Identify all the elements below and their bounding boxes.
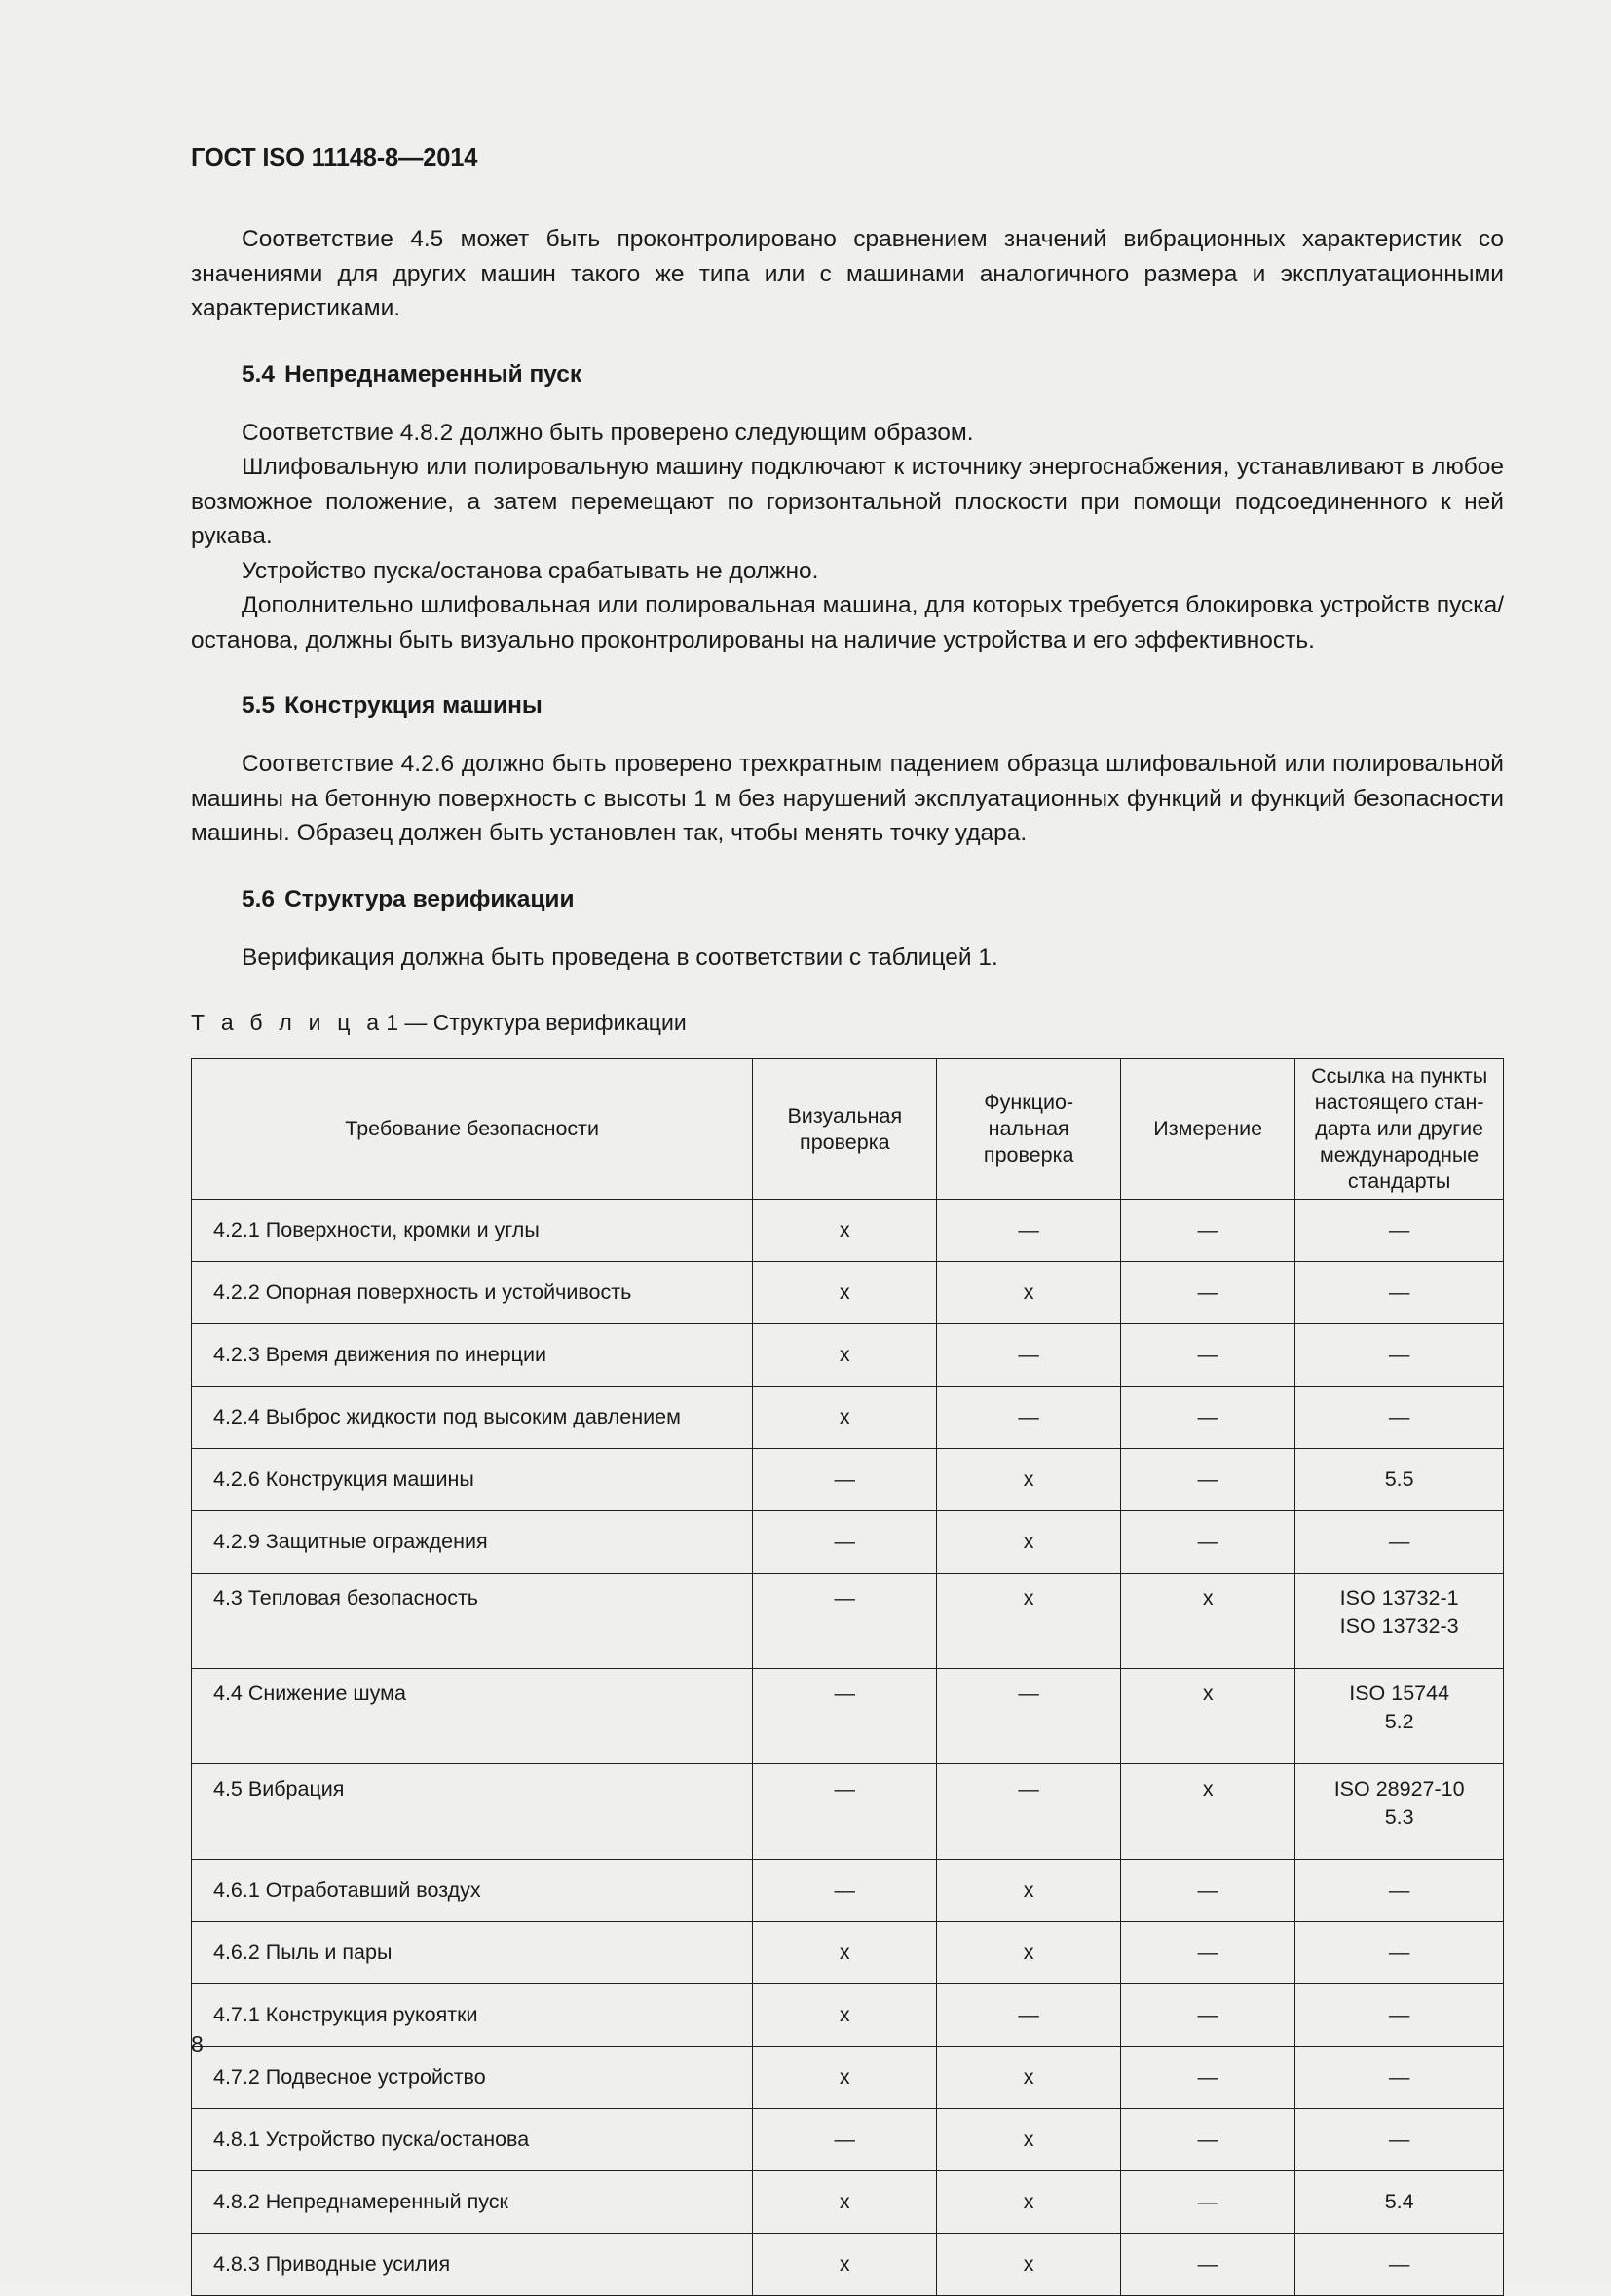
section-heading-5-4 — [191, 359, 1504, 390]
cell-measurement: — — [1121, 1511, 1295, 1574]
text-line: ISO 13732-1 — [1339, 1586, 1459, 1611]
cell-visual-check: — — [753, 1669, 937, 1764]
cell-visual-check: — — [753, 2109, 937, 2171]
table-row — [192, 1449, 1504, 1511]
table-row — [192, 1669, 1504, 1764]
text-line: 5.5 — [1384, 1467, 1414, 1492]
cell-functional-check: x — [937, 2234, 1121, 2296]
text-line: — — [1388, 1280, 1410, 1305]
cell-measurement: — — [1121, 1449, 1295, 1511]
cell-functional-check: — — [937, 1324, 1121, 1387]
text-line: Функцио- — [984, 1091, 1074, 1115]
cell-functional-check: — — [937, 1387, 1121, 1449]
table-row — [192, 2171, 1504, 2234]
paragraph-5-4-1: Соответствие 4.8.2 должно быть проверено следующим образом. — [242, 419, 974, 446]
section-title-5-4: Непреднамеренный пуск — [284, 360, 582, 388]
table-row — [192, 1262, 1504, 1324]
cell-requirement: 4.2.9 Защитные ограждения — [192, 1511, 753, 1574]
cell-requirement: 4.4 Снижение шума — [192, 1669, 753, 1764]
table-row — [192, 1860, 1504, 1922]
section-number-5-6: 5.6 — [242, 885, 276, 912]
text-line: — — [1388, 1941, 1410, 1965]
cell-functional-check: x — [937, 1449, 1121, 1511]
cell-measurement: — — [1121, 1860, 1295, 1922]
cell-requirement: 4.2.2 Опорная поверхность и устойчивость — [192, 1262, 753, 1324]
cell-visual-check: x — [753, 1984, 937, 2047]
text-line: — — [1388, 2128, 1410, 2152]
text-line: нальная — [988, 1117, 1069, 1141]
cell-requirement: 4.2.6 Конструкция машины — [192, 1449, 753, 1511]
cell-measurement: — — [1121, 1262, 1295, 1324]
table-row — [192, 1922, 1504, 1984]
verification-structure-table — [191, 1058, 1504, 2296]
cell-visual-check: x — [753, 1262, 937, 1324]
text-line: — — [1388, 1405, 1410, 1429]
table-caption-dash: — — [404, 1010, 428, 1036]
cell-functional-check: x — [937, 1860, 1121, 1922]
cell-functional-check: x — [937, 2171, 1121, 2234]
cell-measurement: — — [1121, 1200, 1295, 1262]
table-row — [192, 1764, 1504, 1860]
table-row — [192, 2109, 1504, 2171]
section-heading-5-5 — [191, 690, 1504, 722]
text-line: Визуальная — [787, 1103, 903, 1128]
cell-measurement: x — [1121, 1764, 1295, 1860]
text-line: Измерение — [1153, 1117, 1263, 1141]
cell-reference — [1295, 1860, 1504, 1922]
paragraph-intro: Соответствие 4.5 может быть проконтролировано сравнением значений вибрационных характеристик со значениями для других машин такого же типа или с машинами аналогичного размера и эксплуатационными характеристиками. — [191, 226, 1504, 322]
cell-measurement: — — [1121, 2171, 1295, 2234]
cell-visual-check: x — [753, 2171, 937, 2234]
spacer — [191, 851, 1504, 884]
text-line: — — [1388, 1878, 1410, 1903]
cell-functional-check: x — [937, 1262, 1121, 1324]
section-title-5-5: Конструкция машины — [284, 692, 543, 720]
cell-functional-check: x — [937, 1922, 1121, 1984]
column-header-measurement — [1121, 1059, 1295, 1200]
cell-requirement: 4.8.2 Непреднамеренный пуск — [192, 2171, 753, 2234]
table-caption — [191, 1008, 1504, 1037]
text-line: настоящего стан- — [1314, 1091, 1484, 1115]
text-line: 5.2 — [1384, 1710, 1414, 1734]
paragraph-5-4-3: Устройство пуска/останова срабатывать не должно. — [242, 557, 819, 584]
table-row — [192, 2047, 1504, 2109]
cell-functional-check: — — [937, 1984, 1121, 2047]
cell-requirement: 4.2.4 Выброс жидкости под высоким давлением — [192, 1387, 753, 1449]
paragraph-5-4-2: Шлифовальную или полировальную машину подключают к источнику энергоснабжения, устанавливают в любое возможное положение, а затем перемещают по горизонтальной плоскости при помощи подсоединенного к ней рукава. — [191, 454, 1504, 550]
paragraph-5-5-1: Соответствие 4.2.6 должно быть проверено трехкратным падением образца шлифовальной или полировальной машины на бетонную поверхность с высоты 1 м без нарушений эксплуатационных функций и функций безопасности машины. Образец должен быть установлен так, чтобы менять точку удара. — [191, 751, 1504, 847]
table-caption-label: Т а б л и ц а — [191, 1010, 385, 1036]
cell-functional-check: — — [937, 1200, 1121, 1262]
cell-reference — [1295, 1669, 1504, 1764]
text-line: международные — [1319, 1143, 1480, 1167]
table-row — [192, 1984, 1504, 2047]
text-line: — — [1388, 2252, 1410, 2277]
cell-reference — [1295, 2234, 1504, 2296]
text-line: 5.3 — [1384, 1805, 1414, 1830]
cell-visual-check: x — [753, 2047, 937, 2109]
cell-measurement: — — [1121, 2047, 1295, 2109]
text-line: — — [1388, 2065, 1410, 2090]
text-line: дарта или другие — [1315, 1117, 1484, 1141]
cell-reference — [1295, 1984, 1504, 2047]
cell-reference — [1295, 2171, 1504, 2234]
text-line: проверка — [800, 1129, 890, 1154]
cell-functional-check: — — [937, 1669, 1121, 1764]
text-line: Ссылка на пункты — [1311, 1064, 1488, 1089]
cell-requirement: 4.8.1 Устройство пуска/останова — [192, 2109, 753, 2171]
cell-reference — [1295, 1387, 1504, 1449]
paragraph-5-6-1: Верификация должна быть проведена в соответствии с таблицей 1. — [242, 944, 998, 971]
text-line: стандарты — [1347, 1169, 1451, 1194]
paragraph-5-4-4: Дополнительно шлифовальная или полировальная машина, для которых требуется блокировка устройств пуска/останова, должны быть визуально проконтролированы на наличие устройства и его эффективность. — [191, 592, 1504, 653]
table-caption-title: Структура верификации — [432, 1010, 687, 1036]
text-line: ISO 28927-10 — [1333, 1777, 1465, 1801]
cell-visual-check: x — [753, 1922, 937, 1984]
column-header-visual-check — [753, 1059, 937, 1200]
table-body — [192, 1200, 1504, 2296]
cell-visual-check: x — [753, 2234, 937, 2296]
cell-requirement: 4.3 Тепловая безопасность — [192, 1574, 753, 1669]
running-header: ГОСТ ISO 11148-8—2014 — [191, 144, 478, 171]
cell-reference — [1295, 1922, 1504, 1984]
cell-measurement: — — [1121, 2109, 1295, 2171]
cell-reference — [1295, 1764, 1504, 1860]
cell-visual-check: x — [753, 1200, 937, 1262]
text-line: Требование безопасности — [345, 1117, 600, 1141]
section-title-5-6: Структура верификации — [284, 885, 575, 912]
cell-requirement: 4.2.3 Время движения по инерции — [192, 1324, 753, 1387]
text-line: — — [1388, 2003, 1410, 2027]
section-number-5-5: 5.5 — [242, 692, 276, 720]
spacer — [191, 390, 1504, 416]
cell-measurement: x — [1121, 1669, 1295, 1764]
text-line: 5.4 — [1384, 2190, 1414, 2214]
column-header-functional-check — [937, 1059, 1121, 1200]
cell-reference — [1295, 1200, 1504, 1262]
table-row — [192, 1511, 1504, 1574]
table-header-row — [192, 1059, 1504, 1200]
cell-measurement: — — [1121, 2234, 1295, 2296]
text-line: ISO 13732-3 — [1339, 1614, 1459, 1639]
cell-measurement: — — [1121, 1922, 1295, 1984]
spacer — [191, 975, 1504, 1008]
table-head — [192, 1059, 1504, 1200]
text-line: проверка — [983, 1143, 1074, 1167]
cell-visual-check: — — [753, 1511, 937, 1574]
text-line: — — [1388, 1218, 1410, 1242]
cell-visual-check: x — [753, 1324, 937, 1387]
cell-visual-check: — — [753, 1449, 937, 1511]
spacer — [191, 915, 1504, 941]
page-content — [191, 144, 1504, 2296]
cell-requirement: 4.6.1 Отработавший воздух — [192, 1860, 753, 1922]
cell-requirement: 4.7.2 Подвесное устройство — [192, 2047, 753, 2109]
cell-functional-check: — — [937, 1764, 1121, 1860]
cell-reference — [1295, 1574, 1504, 1669]
cell-reference — [1295, 1511, 1504, 1574]
cell-reference — [1295, 2109, 1504, 2171]
cell-functional-check: x — [937, 2047, 1121, 2109]
cell-measurement: x — [1121, 1574, 1295, 1669]
cell-reference — [1295, 1262, 1504, 1324]
table-row — [192, 2234, 1504, 2296]
cell-measurement: — — [1121, 1387, 1295, 1449]
cell-requirement: 4.2.1 Поверхности, кромки и углы — [192, 1200, 753, 1262]
text-line: — — [1388, 1530, 1410, 1554]
text-line: — — [1388, 1343, 1410, 1367]
cell-requirement: 4.8.3 Приводные усилия — [192, 2234, 753, 2296]
table-row — [192, 1324, 1504, 1387]
cell-reference — [1295, 1324, 1504, 1387]
cell-requirement: 4.6.2 Пыль и пары — [192, 1922, 753, 1984]
spacer — [191, 657, 1504, 690]
cell-requirement: 4.5 Вибрация — [192, 1764, 753, 1860]
cell-functional-check: x — [937, 1511, 1121, 1574]
cell-functional-check: x — [937, 1574, 1121, 1669]
column-header-requirement — [192, 1059, 753, 1200]
table-caption-number: 1 — [386, 1010, 398, 1036]
table-row — [192, 1574, 1504, 1669]
text-line: ISO 15744 — [1349, 1682, 1450, 1706]
cell-reference — [1295, 1449, 1504, 1511]
cell-requirement: 4.7.1 Конструкция рукоятки — [192, 1984, 753, 2047]
cell-visual-check: — — [753, 1764, 937, 1860]
section-heading-5-6 — [191, 884, 1504, 915]
table-row — [192, 1200, 1504, 1262]
column-header-reference — [1295, 1059, 1504, 1200]
page-number: 8 — [191, 2031, 204, 2056]
table-row — [192, 1387, 1504, 1449]
cell-visual-check: — — [753, 1860, 937, 1922]
cell-measurement: — — [1121, 1324, 1295, 1387]
section-number-5-4: 5.4 — [242, 360, 276, 388]
cell-functional-check: x — [937, 2109, 1121, 2171]
spacer — [191, 326, 1504, 359]
spacer — [191, 722, 1504, 747]
cell-visual-check: x — [753, 1387, 937, 1449]
cell-reference — [1295, 2047, 1504, 2109]
cell-visual-check: — — [753, 1574, 937, 1669]
cell-measurement: — — [1121, 1984, 1295, 2047]
